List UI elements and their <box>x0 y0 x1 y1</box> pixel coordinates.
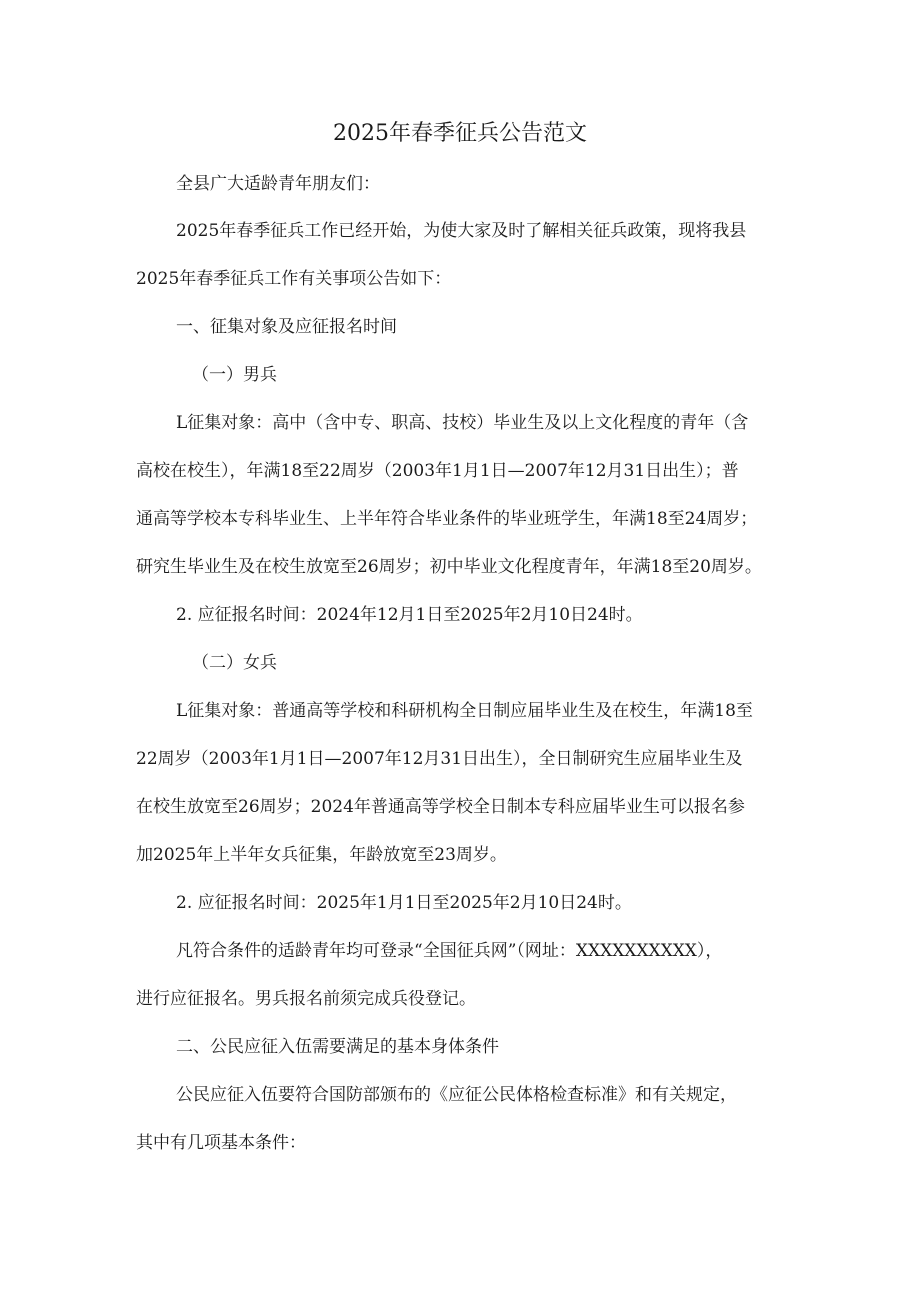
paragraph-line: 2025年春季征兵工作已经开始，为使大家及时了解相关征兵政策，现将我县 <box>176 221 747 241</box>
document-title: 2025年春季征兵公告范文 <box>333 121 587 146</box>
paragraph-line: L征集对象：高中（含中专、职高、技校）毕业生及以上文化程度的青年（含 <box>176 413 749 433</box>
subsection-heading: （一）男兵 <box>192 365 277 385</box>
paragraph-line: 研究生毕业生及在校生放宽至26周岁；初中毕业文化程度青年，年满18至20周岁。 <box>136 557 762 577</box>
paragraph-line: 公民应征入伍要符合国防部颁布的《应征公民体格检查标准》和有关规定， <box>176 1085 737 1105</box>
section-heading: 一、征集对象及应征报名时间 <box>176 317 397 337</box>
section-heading: 二、公民应征入伍需要满足的基本身体条件 <box>176 1037 499 1057</box>
paragraph-line: 高校在校生），年满18至22周岁（2003年1月1日—2007年12月31日出生）；普 <box>136 461 739 481</box>
paragraph-line: 进行应征报名。男兵报名前须完成兵役登记。 <box>136 989 476 1009</box>
paragraph-line: 凡符合条件的适龄青年均可登录“全国征兵网”（网址：XXXXXXXXXX）， <box>176 941 723 961</box>
subsection-heading: （二）女兵 <box>192 653 277 673</box>
paragraph-line: 2025年春季征兵工作有关事项公告如下： <box>136 269 452 289</box>
paragraph-line: L征集对象：普通高等学校和科研机构全日制应届毕业生及在校生，年满18至 <box>176 701 753 721</box>
salutation: 全县广大适龄青年朋友们： <box>176 174 380 194</box>
paragraph-line: 通高等学校本专科毕业生、上半年符合毕业条件的毕业班学生，年满18至24周岁； <box>136 509 758 529</box>
paragraph-line: 加2025年上半年女兵征集，年龄放宽至23周岁。 <box>136 845 507 865</box>
paragraph-line: 在校生放宽至26周岁；2024年普通高等学校全日制本专科应届毕业生可以报名参 <box>136 797 745 817</box>
paragraph-line: 2. 应征报名时间：2025年1月1日至2025年2月10日24时。 <box>176 893 632 913</box>
paragraph-line: 其中有几项基本条件： <box>136 1133 306 1153</box>
paragraph-line: 2. 应征报名时间：2024年12月1日至2025年2月10日24时。 <box>176 605 643 625</box>
paragraph-line: 22周岁（2003年1月1日—2007年12月31日出生），全日制研究生应届毕业生及 <box>136 749 743 769</box>
